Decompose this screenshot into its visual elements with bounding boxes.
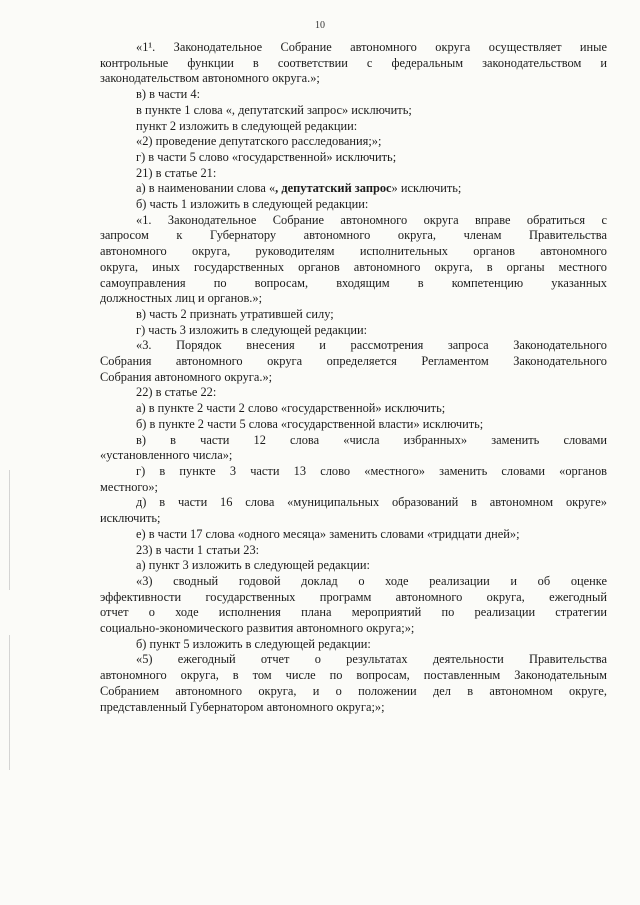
text-line: автономного округа, в том числе по вопросам, поставленным Законодательным [100, 668, 607, 683]
text-line: автономного округа, руководителям исполнительных органов автономного [100, 244, 607, 259]
text-line: д) в части 16 слова «муниципальных образований в автономном округе» [136, 495, 607, 510]
text-line: социально-экономического развития автономного округа;»; [100, 621, 415, 636]
text-line: самоуправления по вопросам, входящим в компетенцию указанных [100, 275, 607, 290]
text-line: е) в части 17 слова «одного месяца» заменить словами «тридцати дней»; [136, 526, 520, 541]
text-line: должностных лиц и органов.»; [100, 291, 263, 306]
text-line: «1¹. Законодательное Собрание автономного округа осуществляет иные [136, 40, 607, 54]
text-line: б) пункт 5 изложить в следующей редакции: [136, 636, 371, 651]
text-line: 22) в статье 22: [136, 385, 217, 400]
text-line: 21) в статье 21: [136, 165, 217, 180]
text-line: законодательством автономного округа.»; [100, 71, 320, 86]
page-number: 10 [315, 20, 325, 31]
text-line: запросом к Губернатору автономного округа, членам Правительства [100, 228, 607, 243]
text-line: а) в пункте 2 части 2 слово «государственной» исключить; [136, 401, 446, 416]
text-line: в пункте 1 слова «, депутатский запрос» исключить; [136, 102, 412, 117]
text-line: 23) в части 1 статьи 23: [136, 542, 260, 557]
text-line: а) в наименовании слова «, депутатский запрос» исключить; [136, 181, 462, 196]
text-line: «2) проведение депутатского расследования;»; [136, 134, 382, 149]
text-line: местного»; [100, 479, 158, 494]
text-line: в) в части 4: [136, 87, 201, 102]
text-line: а) пункт 3 изложить в следующей редакции: [136, 558, 370, 573]
text-line: г) в пункте 3 части 13 слово «местного» заменить словами «органов [136, 463, 607, 478]
text-line: «1. Законодательное Собрание автономного округа вправе обратиться с [136, 212, 607, 227]
text-line: «5) ежегодный отчет о результатах деятельности Правительства [136, 652, 607, 667]
text-line: Собрания автономного округа.»; [100, 369, 273, 384]
text-line: г) в части 5 слово «государственной» исключить; [136, 149, 397, 164]
text-line: Собрания автономного округа определяется Регламентом Законодательного [100, 354, 607, 369]
text-line: контрольные функции в соответствии с федеральным законодательством и [100, 55, 607, 70]
text-line: исключить; [100, 511, 161, 526]
text-line: округа, иных государственных органов автономного округа, в органы местного [100, 259, 607, 274]
text-line: «3) сводный годовой доклад о ходе реализации и об оценке [136, 573, 607, 588]
text-line: «3. Порядок внесения и рассмотрения запроса Законодательного [136, 338, 607, 353]
text-line: г) часть 3 изложить в следующей редакции: [136, 322, 368, 337]
text-line: «установленного числа»; [100, 448, 233, 463]
document-body [100, 40, 607, 715]
text-line: отчет о ходе исполнения плана мероприятий по реализации стратегии [100, 605, 607, 620]
text-line: в) в части 12 слова «числа избранных» заменить словами [136, 432, 607, 447]
text-line: в) часть 2 признать утратившей силу; [136, 306, 334, 321]
text-line: б) в пункте 2 части 5 слова «государственной власти» исключить; [136, 416, 484, 431]
text-line: пункт 2 изложить в следующей редакции: [136, 118, 358, 133]
text-line: эффективности государственных программ автономного округа, ежегодный [100, 589, 607, 604]
text-line: б) часть 1 изложить в следующей редакции: [136, 197, 369, 212]
scan-edge-mark [9, 470, 10, 770]
text-line: представленный Губернатором автономного округа;»; [100, 699, 385, 714]
text-line: Собранием автономного округа, и о положении дел в автономном округе, [100, 683, 607, 698]
